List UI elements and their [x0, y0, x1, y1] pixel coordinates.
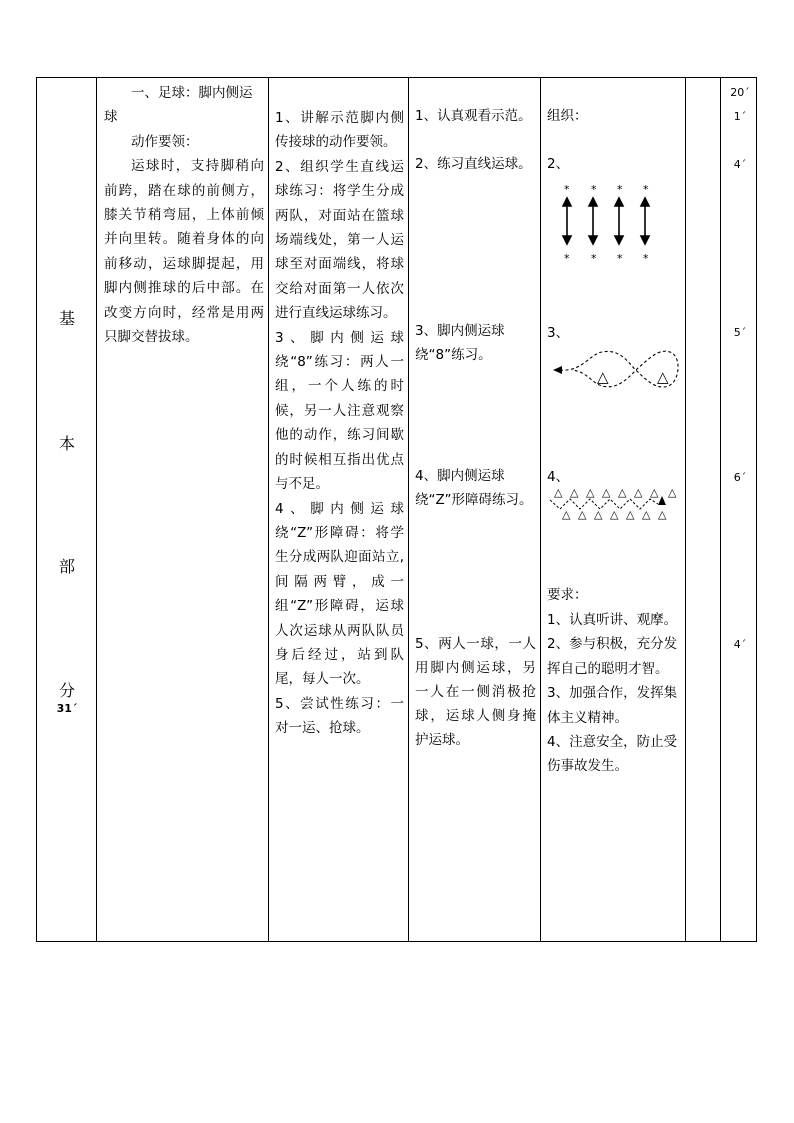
- player-mark: *: [643, 183, 649, 196]
- cone-mark: △: [642, 508, 651, 521]
- cone-mark: △: [578, 508, 587, 521]
- section-char: 分: [58, 681, 75, 700]
- cone-mark: △: [610, 508, 619, 521]
- cone-mark: △: [570, 486, 579, 499]
- requirement-item: 4、注意安全，防止受伤事故发生。: [547, 734, 678, 775]
- requirements-title: 要求：: [547, 587, 588, 603]
- student-item: 1、认真观看示范。: [415, 108, 532, 124]
- player-mark: *: [564, 252, 570, 265]
- student-item: 5、两人一球，一人用脚内侧运球，另一人在一侧消极抢球，运球人侧身掩护运球。: [415, 636, 536, 748]
- cone-mark: △: [657, 368, 669, 386]
- section-char: 基: [58, 309, 75, 328]
- student-column: [410, 78, 538, 941]
- player-mark: *: [643, 252, 649, 265]
- requirements-list: [547, 608, 681, 779]
- time-value: 4´: [733, 158, 747, 171]
- player-mark: *: [591, 252, 597, 265]
- z-obstacle-diagram: [542, 482, 683, 522]
- cone-mark: △: [668, 486, 677, 499]
- section-char: 本: [58, 434, 75, 453]
- cone-mark: △: [586, 486, 595, 499]
- cone-mark: △: [650, 486, 659, 499]
- section-char: 部: [58, 557, 75, 576]
- cone-mark: △: [602, 486, 611, 499]
- arrow-icon: [553, 366, 562, 374]
- cone-mark: △: [618, 486, 627, 499]
- column-divider: [96, 78, 97, 941]
- cone-row: [554, 486, 677, 499]
- cone-mark: △: [597, 368, 609, 386]
- organization-label: 4、: [547, 469, 570, 485]
- teacher-item: 3、脚内侧运球绕“8”练习：两人一组，一个人练的时候，另一人注意观察他的动作，练习间歇的时候相互指出优点与不足。: [275, 329, 404, 493]
- organization-title: 组织：: [547, 108, 588, 124]
- arrow-icon: [658, 496, 666, 505]
- content-subtitle: 动作要领：: [131, 133, 199, 150]
- lesson-plan-table: [36, 77, 757, 942]
- arrow-icon: [563, 198, 649, 244]
- column-divider: [540, 78, 541, 941]
- section-duration: 31´: [56, 702, 78, 715]
- cone-mark: △: [626, 508, 635, 521]
- section-column: [37, 78, 96, 941]
- player-mark: *: [617, 252, 623, 265]
- cone-mark: △: [658, 508, 667, 521]
- requirement-item: 3、加强合作，发挥集体主义精神。: [547, 685, 678, 726]
- teacher-item: 5、尝试性练习：一对一运、抢球。: [275, 695, 404, 737]
- column-divider: [408, 78, 409, 941]
- figure-eight-diagram: [542, 342, 683, 398]
- time-value: 5´: [733, 326, 747, 339]
- content-description: 运球时，支持脚稍向前跨，踏在球的前侧方，膝关节稍弯屈，上体前倾并向里转。随着身体的向前移动，运球脚提起，用脚内侧推球的后中部。在改变方向时，经常是用两只脚交替拔球。: [104, 158, 264, 346]
- player-mark: *: [591, 183, 597, 196]
- requirement-item: 1、认真听讲、观摩。: [547, 612, 678, 628]
- organization-label: 3、: [547, 325, 570, 341]
- content-title: 一、足球：脚内侧运球: [104, 85, 253, 126]
- student-item: 2、练习直线运球。: [415, 156, 532, 172]
- requirement-item: 2、参与积极，充分发挥自己的聪明才智。: [547, 636, 678, 677]
- cone-row: [562, 508, 667, 521]
- teacher-item: 4、脚内侧运球绕“Z”形障碍：将学生分成两队迎面站立,间隔两臂，成一组“Z”形障碍，运球人次运球从两队队员身后经过，站到队尾，每人一次。: [275, 500, 404, 688]
- cone-mark: △: [594, 508, 603, 521]
- empty-column: [687, 78, 720, 941]
- time-column: [722, 78, 758, 941]
- time-value: 6´: [733, 471, 747, 484]
- player-mark: *: [617, 183, 623, 196]
- teacher-item: 2、组织学生直线运球练习：将学生分成两队，对面站在篮球场端线处，第一人运球至对面端线，将球交给对面第一人依次进行直线运球练习。: [275, 158, 404, 322]
- straight-dribble-diagram: [542, 176, 683, 266]
- column-divider: [268, 78, 269, 941]
- cone-mark: △: [562, 508, 571, 521]
- cone-mark: △: [554, 486, 563, 499]
- teacher-item: 1、讲解示范脚内侧传接球的动作要领。: [275, 110, 404, 151]
- cone-mark: △: [634, 486, 643, 499]
- column-divider: [720, 78, 721, 941]
- content-column: [98, 78, 266, 941]
- student-item: 4、脚内侧运球绕“Z”形障碍练习。: [415, 468, 533, 508]
- student-item: 3、脚内侧运球绕“8”练习。: [415, 323, 505, 363]
- time-value: 1´: [733, 110, 747, 123]
- time-value: 4´: [733, 638, 747, 651]
- organization-column: [542, 78, 683, 941]
- player-mark: *: [564, 183, 570, 196]
- teacher-column: [270, 78, 406, 941]
- time-value: 20´: [730, 86, 750, 99]
- organization-label: 2、: [547, 156, 570, 172]
- column-divider: [685, 78, 686, 941]
